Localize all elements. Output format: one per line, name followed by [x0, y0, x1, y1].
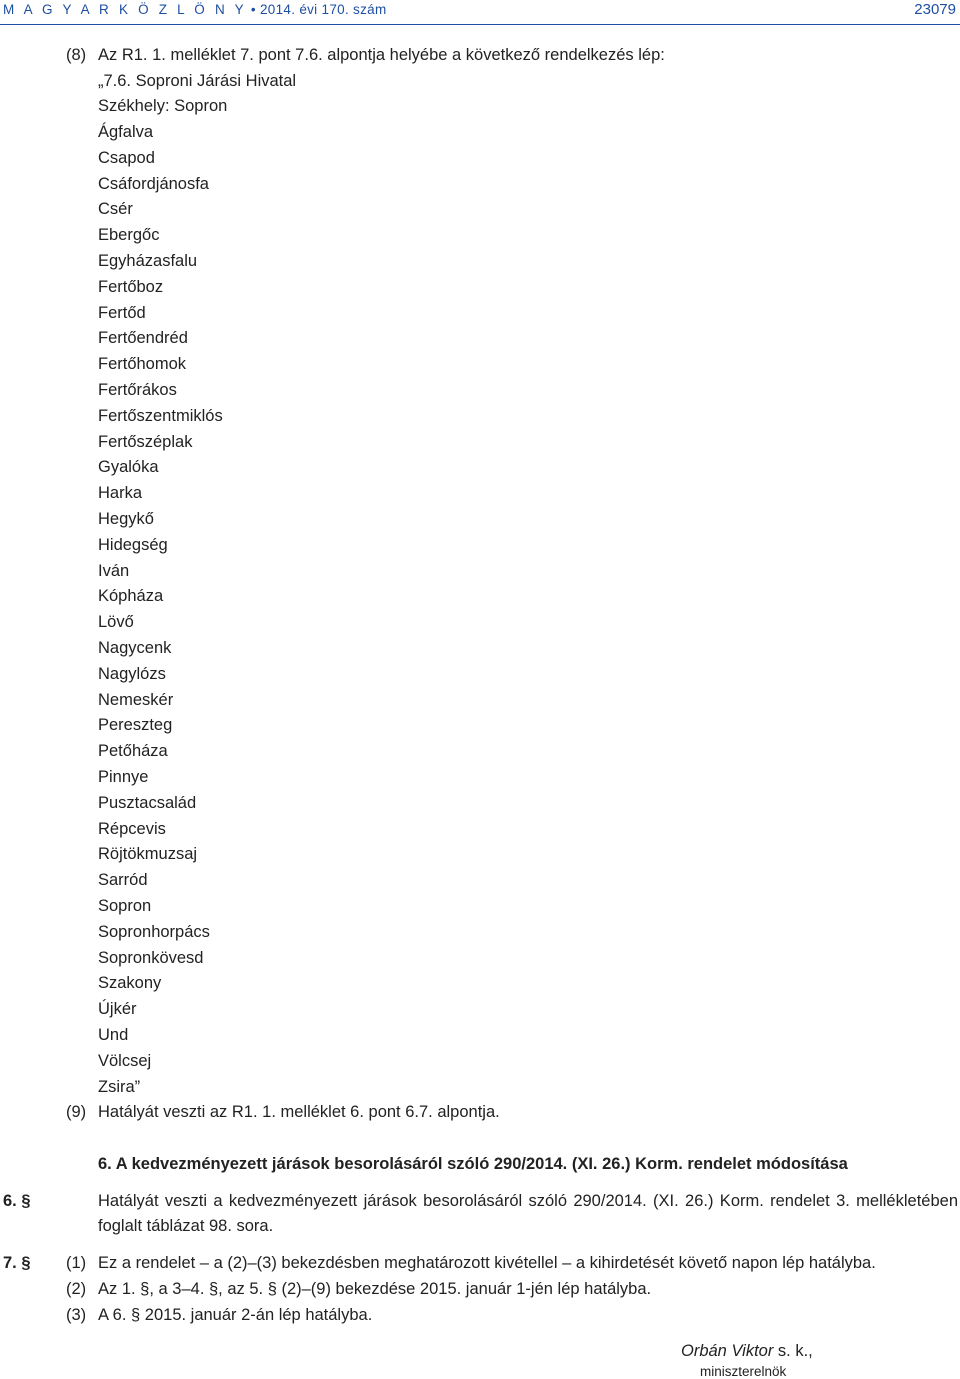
- town-item: Und: [98, 1026, 129, 1044]
- town-item: Sopronkövesd: [98, 948, 204, 967]
- paragraph-line: foglalt táblázat 98. sora.: [98, 1217, 274, 1235]
- issue-label: 2014. évi 170. szám: [259, 2, 387, 17]
- paragraph-line: Hatályát veszti a kedvezményezett járások besorolásáról szóló 290/2014. (XI. 26.) Korm. rendelet 3. mellékletében: [98, 1192, 958, 1210]
- town-item: Pinnye: [98, 768, 149, 786]
- town-item: Fertőszentmiklós: [98, 406, 223, 425]
- signatory-name: Orbán Viktor: [681, 1342, 774, 1360]
- paragraph-label: 7. §: [3, 1254, 31, 1272]
- item-number: (9): [66, 1103, 87, 1121]
- town-item: Újkér: [98, 1000, 137, 1019]
- town-item: Nemeskér: [98, 690, 174, 709]
- office-title: „7.6. Soproni Járási Hivatal: [98, 72, 297, 90]
- section-heading: 6. A kedvezményezett járások besorolásáról szóló 290/2014. (XI. 26.) Korm. rendelet módosítása: [98, 1155, 848, 1173]
- town-item: Pereszteg: [98, 716, 173, 735]
- town-item: Zsira”: [98, 1077, 141, 1096]
- town-item: Harka: [98, 484, 143, 503]
- header-bullet: •: [250, 2, 256, 17]
- item-text: Ez a rendelet – a (2)–(3) bekezdésben meghatározott kivétellel – a kihirdetését követő napon lép hatályba.: [98, 1254, 876, 1272]
- town-item: Fertőszéplak: [98, 432, 193, 451]
- town-item: Fertőhomok: [98, 355, 187, 374]
- town-item: Gyalóka: [98, 458, 159, 477]
- page-header: [0, 0, 960, 22]
- item-number: (2): [66, 1280, 87, 1298]
- town-item: Röjtökmuzsaj: [98, 845, 198, 864]
- town-item: Répcevis: [98, 819, 166, 838]
- town-item: Kópháza: [98, 587, 164, 606]
- town-item: Csáfordjánosfa: [98, 174, 209, 193]
- town-item: Fertőd: [98, 303, 146, 322]
- signature-line: [681, 1342, 813, 1361]
- town-item: Hegykő: [98, 510, 154, 528]
- town-item: Hidegség: [98, 535, 168, 554]
- town-item: Fertőendréd: [98, 329, 188, 348]
- signatory-title: miniszterelnök: [700, 1364, 787, 1379]
- journal-name: M A G Y A R K Ö Z L Ö N Y: [3, 2, 247, 17]
- town-item: Völcsej: [98, 1051, 152, 1070]
- town-item: Fertőboz: [98, 277, 164, 296]
- header-rule: [0, 24, 960, 25]
- town-item: Sarród: [98, 871, 148, 890]
- town-item: Pusztacsalád: [98, 793, 197, 812]
- office-seat: Székhely: Sopron: [98, 97, 228, 115]
- page-number: 23079: [914, 1, 956, 18]
- item-text: Az 1. §, a 3–4. §, az 5. § (2)–(9) bekezdése 2015. január 1-jén lép hatályba.: [98, 1280, 652, 1298]
- item-number: (8): [66, 46, 87, 64]
- header-issue-info: [3, 2, 387, 17]
- town-item: Nagycenk: [98, 639, 172, 657]
- town-item: Iván: [98, 561, 130, 580]
- town-item: Ágfalva: [98, 123, 154, 141]
- item-number: (1): [66, 1254, 87, 1272]
- signature-suffix: s. k.,: [773, 1342, 813, 1360]
- item-text: Az R1. 1. melléklet 7. pont 7.6. alpontja helyébe a következő rendelkezés lép:: [98, 46, 665, 64]
- town-item: Fertőrákos: [98, 381, 177, 399]
- town-item: Lövő: [98, 613, 134, 632]
- town-item: Nagylózs: [98, 664, 166, 683]
- item-text: A 6. § 2015. január 2-án lép hatályba.: [98, 1306, 373, 1324]
- town-item: Petőháza: [98, 742, 168, 761]
- item-number: (3): [66, 1306, 87, 1324]
- town-item: Szakony: [98, 974, 162, 993]
- town-item: Sopron: [98, 897, 152, 915]
- town-item: Sopronhorpács: [98, 922, 210, 941]
- town-item: Ebergőc: [98, 226, 160, 245]
- town-item: Egyházasfalu: [98, 252, 198, 270]
- town-item: Csapod: [98, 148, 155, 167]
- item-text: Hatályát veszti az R1. 1. melléklet 6. pont 6.7. alpontja.: [98, 1103, 500, 1121]
- town-item: Csér: [98, 200, 133, 219]
- paragraph-label: 6. §: [3, 1192, 31, 1210]
